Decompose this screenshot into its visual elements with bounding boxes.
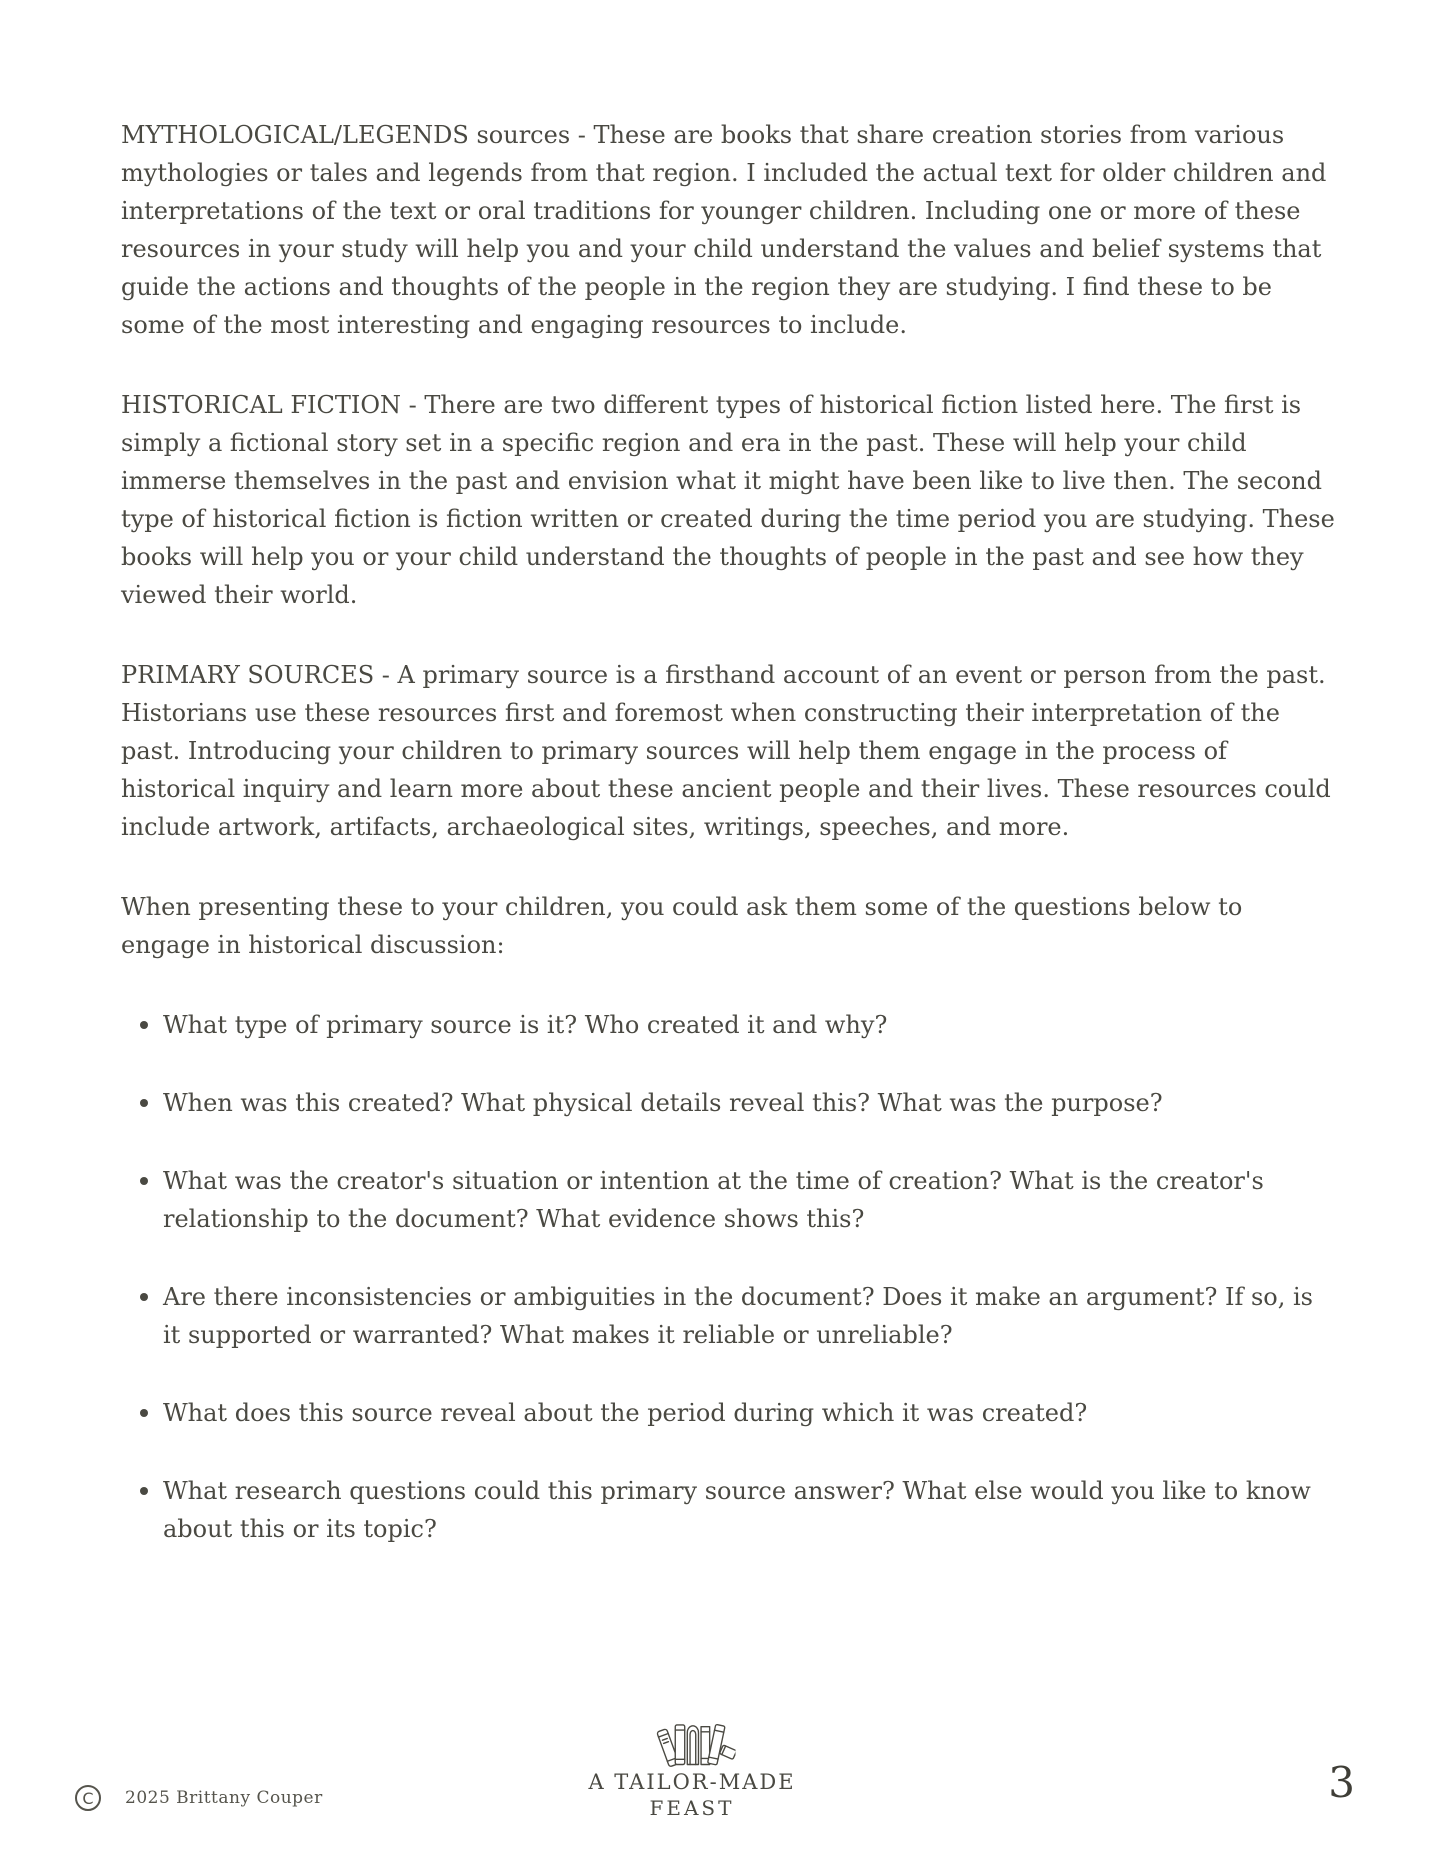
copyright-icon: C <box>75 1785 101 1811</box>
list-item <box>121 1278 1336 1354</box>
paragraph-historical-fiction: HISTORICAL FICTION - There are two different types of historical fiction listed here. The first is simply a fictional story set in a specific region and era in the past. These will help your child immerse themselves in the past and envision what it might have been like to live then. The second type of historical fiction is fiction written or created during the time period you are studying. These books will help you or your child understand the thoughts of people in the past and see how they viewed their world. <box>121 391 1335 609</box>
copyright-text: 2025 Brittany Couper <box>125 1788 323 1808</box>
brand-logo <box>588 1718 795 1820</box>
list-item <box>121 1394 1336 1432</box>
list-item <box>121 1084 1336 1122</box>
bullet-icon <box>140 1099 148 1107</box>
question-text: Are there inconsistencies or ambiguities in the document? Does it make an argument? If so, is it supported or warranted? What makes it reliable or unreliable? <box>163 1283 1313 1349</box>
question-text: What research questions could this primary source answer? What else would you like to know about this or its topic? <box>163 1477 1311 1543</box>
bullet-icon <box>140 1487 148 1495</box>
bullet-icon <box>140 1177 148 1185</box>
bullet-icon <box>140 1293 148 1301</box>
list-item <box>121 1006 1336 1044</box>
question-list <box>121 1006 1336 1548</box>
paragraph-primary-sources: PRIMARY SOURCES - A primary source is a firsthand account of an event or person from the past. Historians use these resources first and foremost when constructing their interpretation of the past. Introducing your children to primary sources will help them engage in the process of historical inquiry and learn more about these ancient people and their lives. These resources could include artwork, artifacts, archaeological sites, writings, speeches, and more. <box>121 661 1331 841</box>
bullet-icon <box>140 1021 148 1029</box>
document-body <box>121 116 1336 1588</box>
paragraph-questions-intro: When presenting these to your children, you could ask them some of the questions below to engage in historical discussion: <box>121 893 1243 959</box>
footer-copyright <box>75 1785 323 1811</box>
question-text: What was the creator's situation or intention at the time of creation? What is the creator's relationship to the document? What evidence shows this? <box>163 1167 1264 1233</box>
list-item <box>121 1162 1336 1238</box>
question-text: When was this created? What physical details reveal this? What was the purpose? <box>163 1089 1163 1117</box>
question-text: What type of primary source is it? Who created it and why? <box>163 1011 888 1039</box>
question-text: What does this source reveal about the period during which it was created? <box>163 1399 1088 1427</box>
paragraph-mythological-legends: MYTHOLOGICAL/LEGENDS sources - These are books that share creation stories from various mythologies or tales and legends from that region. I included the actual text for older children and interpretations of the text or oral traditions for younger children. Including one or more of these resources in your study will help you and your child understand the values and belief systems that guide the actions and thoughts of the people in the region they are studying. I find these to be some of the most interesting and engaging resources to include. <box>121 121 1327 339</box>
bullet-icon <box>140 1409 148 1417</box>
books-icon <box>649 1718 735 1768</box>
page-number: 3 <box>1328 1758 1355 1807</box>
list-item <box>121 1472 1336 1548</box>
logo-text-line1: A TAILOR-MADE <box>588 1770 796 1794</box>
logo-text-line2: FEAST <box>649 1796 735 1820</box>
